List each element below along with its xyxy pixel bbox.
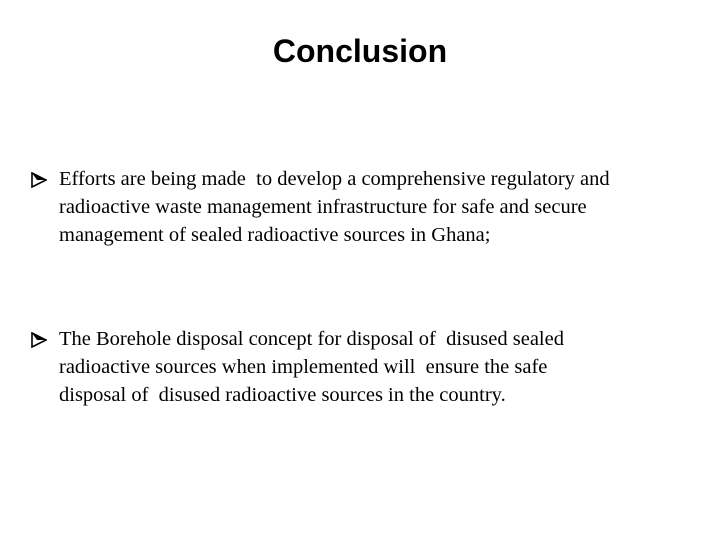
bullet-line: radioactive waste management infrastructure for safe and secure [59, 196, 587, 218]
bullet-line: disposal of disused radioactive sources in the country. [59, 384, 506, 406]
arrowhead-bullet-icon [30, 325, 52, 353]
bullet-list [30, 165, 710, 409]
bullet-line: radioactive sources when implemented will ensure the safe [59, 356, 548, 378]
arrowhead-bullet-icon [30, 165, 52, 193]
bullet-line: The Borehole disposal concept for disposal of disused sealed [59, 328, 564, 350]
slide-title: Conclusion [272, 33, 448, 69]
bullet-line: management of sealed radioactive sources in Ghana; [59, 224, 491, 246]
bullet-line: Efforts are being made to develop a comprehensive regulatory and [59, 168, 610, 190]
bullet-item-borehole [30, 325, 710, 409]
bullet-item-efforts [30, 165, 710, 249]
